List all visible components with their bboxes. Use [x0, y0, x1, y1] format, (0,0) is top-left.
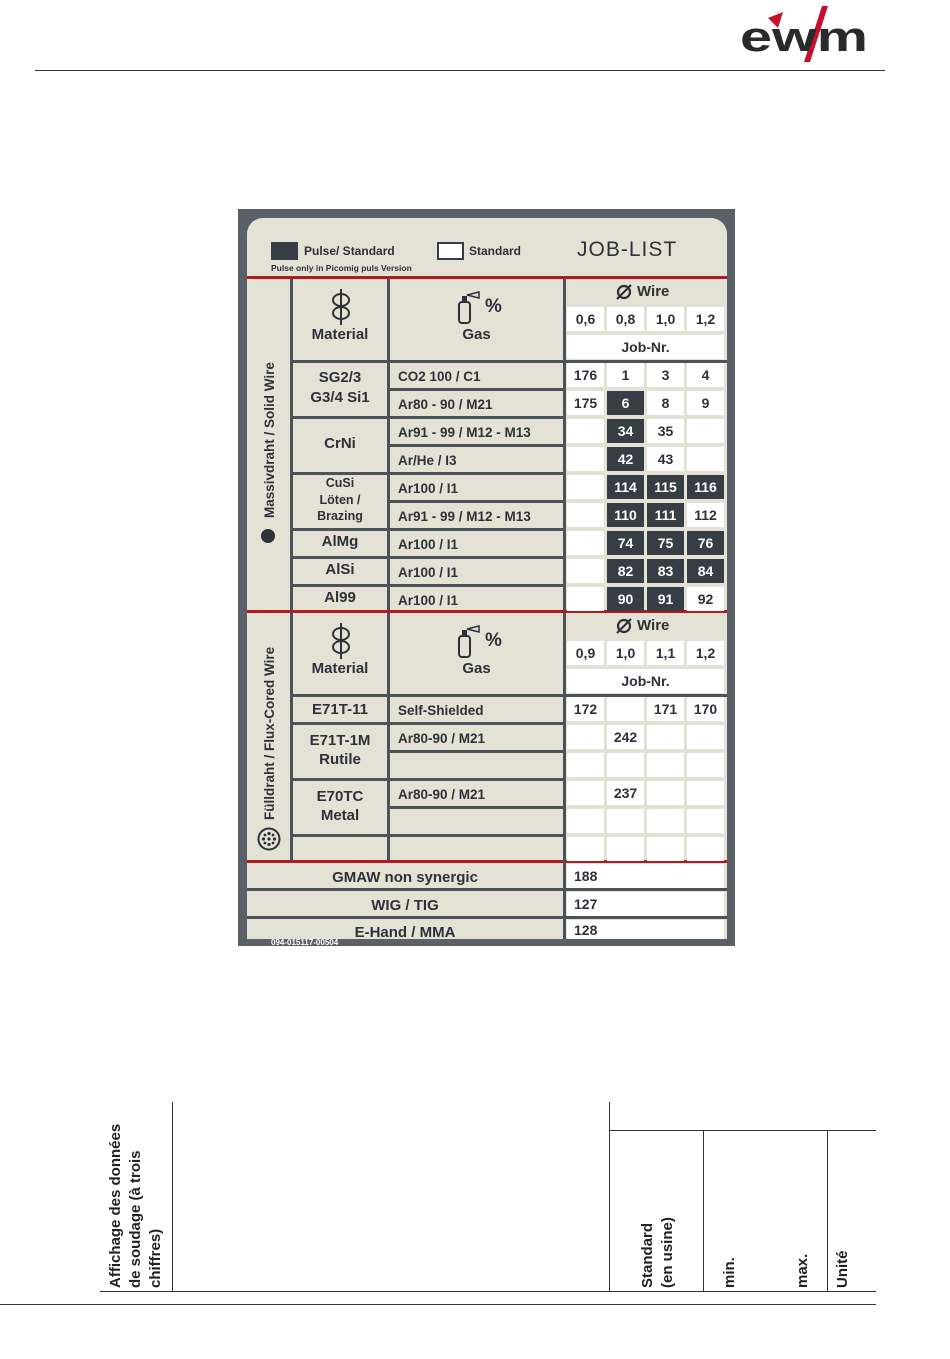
material-almg: AlMg	[321, 533, 359, 550]
flux-job-cell	[647, 753, 684, 777]
material-crni: CrNi	[324, 435, 356, 452]
flux-job-cell	[647, 725, 684, 749]
job-list-card	[238, 209, 735, 946]
material-sg	[293, 368, 387, 408]
material-alsi: AlSi	[325, 561, 355, 578]
flux-job-nr-header: Job-Nr.	[567, 669, 724, 693]
solid-gas-cell: Ar100 / I1	[398, 564, 459, 580]
flux-job-cell	[647, 809, 684, 833]
solid-gas-header: Gas	[462, 326, 491, 343]
standard-column-header	[638, 1217, 678, 1288]
solid-wire-side-label: Massivdraht / Solid Wire	[262, 362, 277, 518]
solid-job-cell	[687, 419, 724, 443]
row-sep	[290, 778, 563, 781]
solid-gas-cell: Ar/He / I3	[398, 452, 457, 468]
solid-gas-cell: Ar80 - 90 / M21	[398, 396, 493, 412]
flux-diameter: 1,1	[647, 641, 684, 665]
flux-job-cell: 170	[687, 697, 724, 721]
row-sep	[290, 834, 563, 837]
flux-job-cell	[567, 781, 604, 805]
solid-job-cell: 116	[687, 475, 724, 499]
process-tig-job: 127	[567, 892, 724, 916]
flux-job-cell: 242	[607, 725, 644, 749]
solid-job-cell	[567, 531, 604, 555]
material-e71t-1m-line: E71T-1M	[309, 732, 371, 749]
solid-job-cell: 110	[607, 503, 644, 527]
standard-legend-swatch	[437, 242, 464, 260]
label-serial-number: 094-015117-00504	[271, 938, 339, 947]
gas-cylinder-icon	[455, 624, 483, 658]
flux-gas-cell: Self-Shielded	[398, 702, 484, 718]
flux-gas-cell	[391, 838, 563, 862]
flux-gas-cell	[391, 810, 563, 834]
solid-job-cell	[567, 447, 604, 471]
flux-job-cell: 172	[567, 697, 604, 721]
solid-gas-cell: Ar91 - 99 / M12 - M13	[398, 424, 531, 440]
process-mma-label: E-Hand / MMA	[354, 924, 456, 939]
table-border	[100, 1291, 876, 1292]
material-cusi-line: CuSi	[325, 476, 355, 490]
max-column-header: max.	[794, 1253, 811, 1288]
row-sep	[247, 916, 727, 919]
solid-job-cell: 84	[687, 559, 724, 583]
solid-diameter: 0,6	[567, 307, 604, 331]
material-e71t-1m	[293, 731, 387, 769]
diameter-icon	[616, 618, 632, 634]
solid-job-cell: 3	[647, 363, 684, 387]
job-list-title: JOB-LIST	[577, 238, 678, 261]
solid-wire-icon	[261, 529, 275, 543]
material-al99: Al99	[324, 589, 356, 606]
display-column-header-line: chiffres)	[147, 1228, 164, 1288]
solid-job-cell	[567, 559, 604, 583]
solid-job-cell: 4	[687, 363, 724, 387]
flux-gas-header: Gas	[462, 660, 491, 677]
ewm-logo	[738, 6, 870, 62]
solid-job-cell: 1	[607, 363, 644, 387]
flux-job-cell: 237	[607, 781, 644, 805]
flux-job-cell	[647, 781, 684, 805]
gas-cylinder-icon	[455, 290, 483, 324]
solid-job-cell: 43	[647, 447, 684, 471]
solid-gas-cell: Ar100 / I1	[398, 592, 459, 608]
logo-text: ewm	[740, 13, 868, 60]
footer-rule	[0, 1304, 876, 1305]
min-column-header: min.	[721, 1257, 738, 1288]
divider-top	[247, 276, 727, 279]
solid-job-cell: 176	[567, 363, 604, 387]
row-sep	[290, 528, 563, 531]
flux-job-cell	[647, 837, 684, 861]
solid-job-cell: 35	[647, 419, 684, 443]
pulse-legend-label: Pulse/ Standard	[304, 244, 395, 258]
table-border	[703, 1130, 704, 1292]
process-gmaw-label: GMAW non synergic	[332, 869, 478, 886]
solid-job-cell: 9	[687, 391, 724, 415]
solid-job-cell: 115	[647, 475, 684, 499]
solid-job-cell: 42	[607, 447, 644, 471]
flux-gas-cell: Ar80-90 / M21	[398, 730, 486, 746]
job-list-panel	[247, 218, 727, 939]
flux-job-cell	[687, 725, 724, 749]
flux-gas-cell	[391, 754, 563, 778]
col-sep	[387, 613, 390, 860]
row-sep	[290, 556, 563, 559]
flux-job-cell: 171	[647, 697, 684, 721]
flux-wire-side-label: Fülldraht / Flux-Cored Wire	[262, 646, 277, 820]
solid-job-cell	[567, 475, 604, 499]
solid-job-cell: 82	[607, 559, 644, 583]
display-column-header-line: Affichage des données	[107, 1123, 124, 1288]
process-gmaw-job: 188	[567, 864, 724, 888]
row-sep	[247, 888, 727, 891]
parameter-table-header	[100, 1102, 876, 1292]
standard-legend-label: Standard	[469, 244, 522, 258]
solid-wire-header: Wire	[637, 283, 670, 300]
pulse-legend-note: Pulse only in Picomig puls Version	[271, 263, 412, 273]
table-border	[827, 1130, 828, 1292]
process-mma-job: 128	[567, 920, 724, 939]
flux-diameter: 1,2	[687, 641, 724, 665]
solid-diameter: 0,8	[607, 307, 644, 331]
process-tig-label: WIG / TIG	[371, 897, 439, 914]
solid-job-cell: 112	[687, 503, 724, 527]
solid-gas-cell: Ar100 / I1	[398, 536, 459, 552]
flux-job-cell	[607, 837, 644, 861]
flux-job-cell	[567, 725, 604, 749]
solid-job-cell: 83	[647, 559, 684, 583]
solid-diameter: 1,2	[687, 307, 724, 331]
solid-gas-cell: Ar100 / I1	[398, 480, 459, 496]
solid-job-cell: 114	[607, 475, 644, 499]
table-border	[172, 1102, 173, 1292]
material-e70tc-line: Metal	[320, 807, 360, 824]
solid-job-cell: 92	[687, 587, 724, 611]
standard-column-header-line: Standard	[639, 1222, 656, 1288]
solid-job-cell: 34	[607, 419, 644, 443]
solid-job-nr-header: Job-Nr.	[567, 335, 724, 359]
material-cusi	[293, 475, 387, 525]
row-sep	[387, 806, 563, 809]
row-sep	[290, 416, 563, 419]
row-sep	[387, 750, 563, 753]
display-column-header	[106, 1124, 166, 1288]
solid-job-cell: 8	[647, 391, 684, 415]
flux-job-cell	[687, 809, 724, 833]
row-sep	[290, 584, 563, 587]
flux-job-cell	[687, 781, 724, 805]
flux-job-cell	[607, 753, 644, 777]
header-rule	[35, 70, 885, 71]
solid-job-cell: 6	[607, 391, 644, 415]
flux-job-cell	[687, 837, 724, 861]
solid-material-header: Material	[311, 326, 369, 343]
solid-job-cell: 91	[647, 587, 684, 611]
display-column-header-line: de soudage (à trois	[127, 1150, 144, 1288]
flux-gas-percent: %	[485, 630, 502, 651]
flux-diameter: 0,9	[567, 641, 604, 665]
solid-job-cell: 76	[687, 531, 724, 555]
material-e70tc-line: E70TC	[316, 788, 364, 805]
pulse-legend-swatch	[271, 242, 298, 260]
solid-job-cell: 75	[647, 531, 684, 555]
diameter-icon	[616, 284, 632, 300]
solid-diameter: 1,0	[647, 307, 684, 331]
standard-column-header-line: (en usine)	[659, 1217, 676, 1288]
row-sep	[290, 722, 563, 725]
row-sep	[387, 388, 563, 391]
row-sep	[387, 500, 563, 503]
material-cusi-line: Löten /	[319, 492, 361, 507]
row-sep	[387, 444, 563, 447]
solid-job-cell	[567, 587, 604, 611]
solid-job-cell	[687, 447, 724, 471]
material-wire-spool-icon	[331, 289, 351, 325]
flux-wire-header: Wire	[637, 617, 670, 634]
solid-job-cell: 74	[607, 531, 644, 555]
flux-job-cell	[607, 809, 644, 833]
solid-job-cell	[567, 503, 604, 527]
flux-job-cell	[567, 753, 604, 777]
solid-gas-percent: %	[485, 296, 502, 317]
material-e70tc	[293, 787, 387, 825]
flux-gas-cell: Ar80-90 / M21	[398, 786, 486, 802]
flux-cored-wire-icon	[257, 827, 281, 851]
solid-job-cell: 175	[567, 391, 604, 415]
flux-material-header: Material	[311, 660, 369, 677]
flux-job-cell	[687, 753, 724, 777]
solid-gas-cell: CO2 100 / C1	[398, 368, 481, 384]
solid-job-cell: 111	[647, 503, 684, 527]
material-wire-spool-icon	[331, 623, 351, 659]
col-sep	[563, 279, 566, 610]
material-sg-line: G3/4 Si1	[310, 389, 370, 406]
material-e71t-1m-line: Rutile	[319, 751, 361, 768]
material-sg-line: SG2/3	[318, 369, 362, 386]
solid-job-cell: 90	[607, 587, 644, 611]
flux-job-cell	[567, 837, 604, 861]
flux-job-cell	[567, 809, 604, 833]
table-border	[609, 1130, 876, 1131]
material-e71t-11: E71T-11	[312, 701, 368, 718]
solid-gas-cell: Ar91 - 99 / M12 - M13	[398, 508, 531, 524]
flux-job-cell	[607, 697, 644, 721]
unit-column-header: Unité	[834, 1250, 851, 1288]
material-cusi-line: Brazing	[317, 509, 363, 523]
solid-job-cell	[567, 419, 604, 443]
flux-diameter: 1,0	[607, 641, 644, 665]
